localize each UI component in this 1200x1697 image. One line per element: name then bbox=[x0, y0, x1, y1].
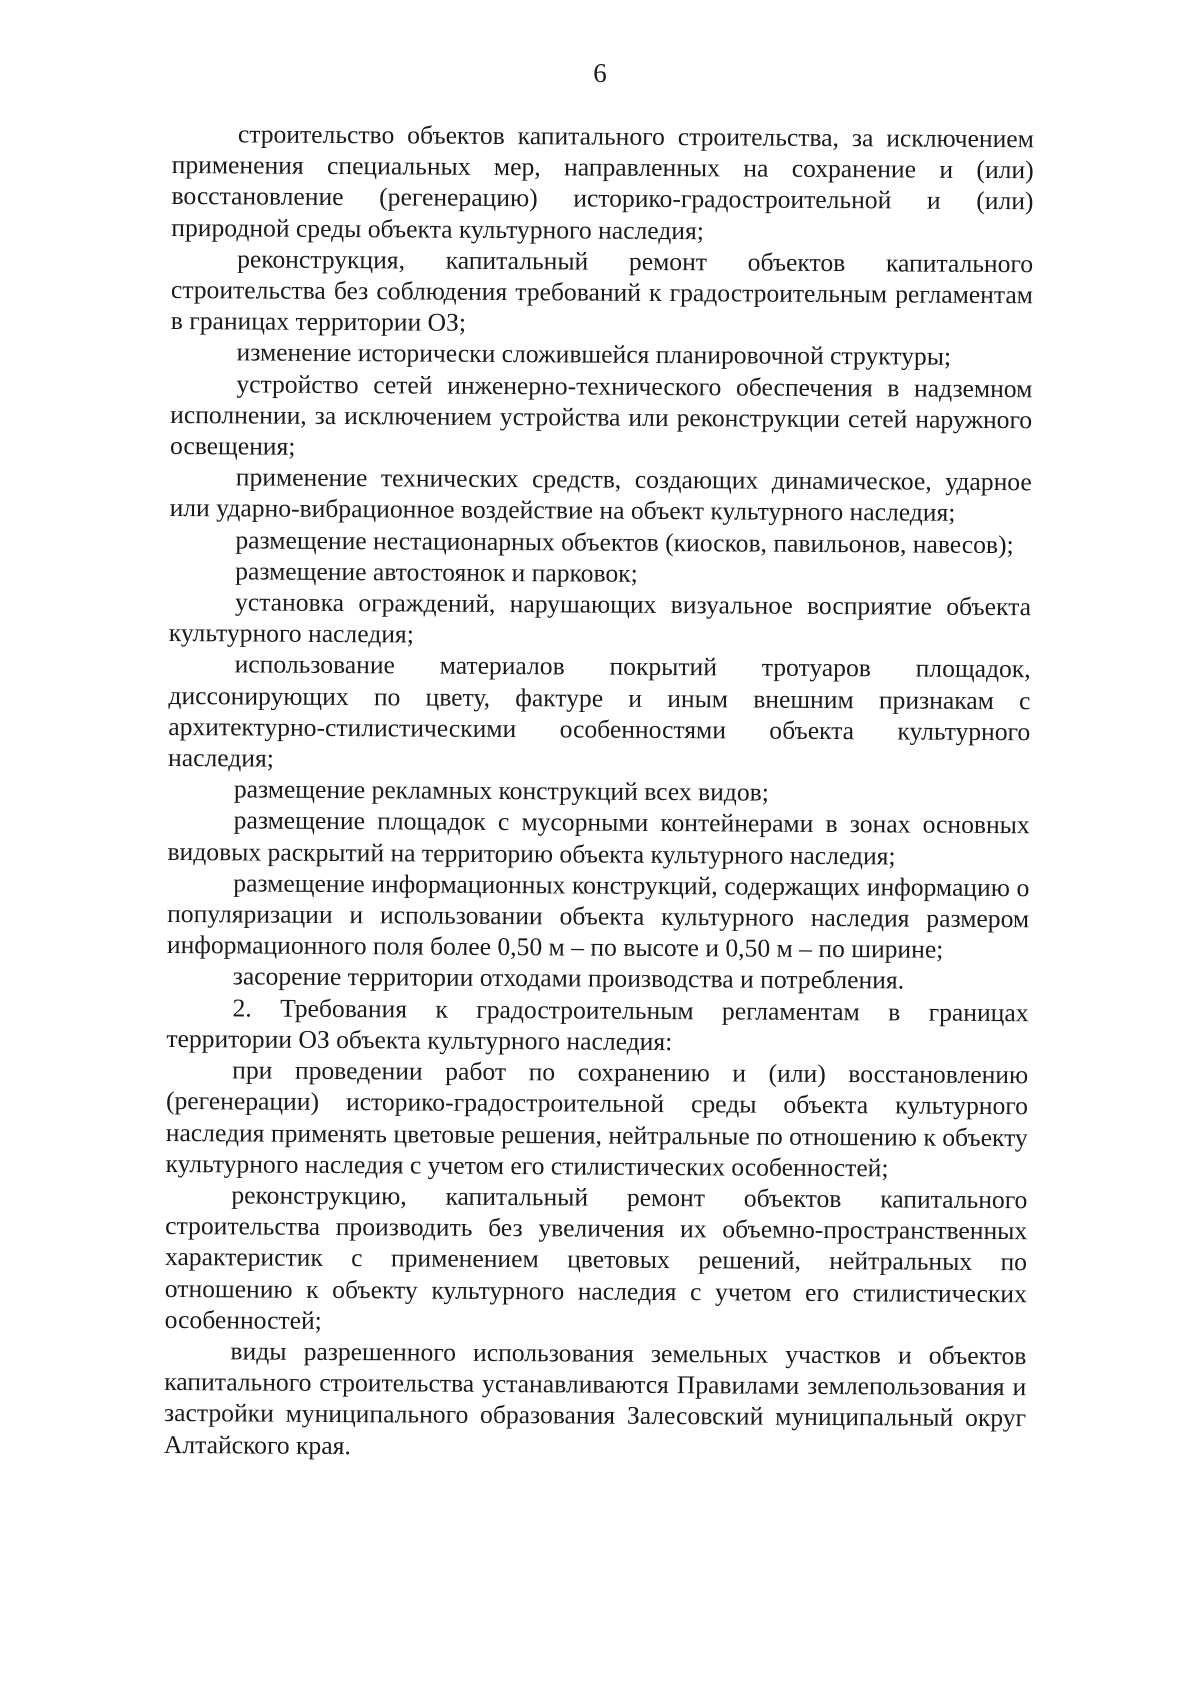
paragraph-6: размещение нестационарных объектов (киосков, павильонов, навесов); bbox=[235, 525, 1014, 559]
paragraph-7: размещение автостоянок и парковок; bbox=[235, 556, 638, 588]
paragraph-4: устройство сетей инженерно-технического обеспечения в надземном исполнении, за исключением устройства или реконструкции сетей наружного освещения; bbox=[169, 369, 1033, 461]
paragraph-15: при проведении работ по сохранению и (или) восстановлению (регенерации) историко-градостроительной среды объекта культурного наследия применять цветовые решения, нейтральные по отношению к объекту культурного наследия с учетом его стилистических особенностей; bbox=[165, 1055, 1029, 1183]
paragraph-2: реконструкция, капитальный ремонт объектов капитального строительства без соблюдения требований к градостроительным регламентам в границах территории ОЗ; bbox=[170, 244, 1034, 338]
paragraph-16: реконструкцию, капитальный ремонт объектов капитального строительства производить без увеличения их объемно-пространственных характеристик с применением цветовых решений, нейтральных по отношению к объекту культурного наследия с учетом его стилистических особенностей; bbox=[164, 1180, 1028, 1335]
paragraph-14: 2. Требования к градостроительным регламентам в границах территории ОЗ объекта культурного наследия: bbox=[166, 993, 1029, 1056]
paragraph-12: размещение информационных конструкций, содержащих информацию о популяризации и использовании объекта культурного наследия размером информационного поля более 0,50 м – по высоте и 0,50 м – по ширине; bbox=[166, 868, 1030, 965]
paragraph-9: использование материалов покрытий тротуаров площадок, диссонирующих по цвету, фактуре и иным внешним признакам с архитектурно-стилистическими особенностями объекта культурного наследия; bbox=[168, 649, 1031, 773]
paragraph-10: размещение рекламных конструкций всех видов; bbox=[233, 774, 769, 807]
paragraph-8: установка ограждений, нарушающих визуальное восприятие объекта культурного наследия; bbox=[168, 587, 1032, 649]
page-number: 6 bbox=[593, 58, 607, 88]
document-body bbox=[164, 118, 1034, 1465]
paragraph-17: виды разрешенного использования земельных участков и объектов капитального строительства устанавливаются Правилами землепользования и застройки муниципального образования Залесовский муниципальный округ Алтайского края. bbox=[163, 1336, 1027, 1460]
paragraph-1: строительство объектов капитального строительства, за исключением применения специальных мер, направленных на сохранение и (или) восстановление (регенерацию) историко-градостроительной и (или) природной среды объекта культурного наследия; bbox=[171, 119, 1034, 245]
paragraph-5: применение технических средств, создающих динамическое, ударное или ударно-вибрационное воздействие на объект культурного наследия; bbox=[169, 462, 1032, 528]
paragraph-13: засорение территории отходами производства и потребления. bbox=[232, 961, 905, 995]
paragraph-11: размещение площадок с мусорными контейнерами в зонах основных видовых раскрытий на территорию объекта культурного наследия; bbox=[167, 805, 1030, 871]
paragraph-3: изменение исторически сложившейся планировочной структуры; bbox=[236, 337, 952, 372]
